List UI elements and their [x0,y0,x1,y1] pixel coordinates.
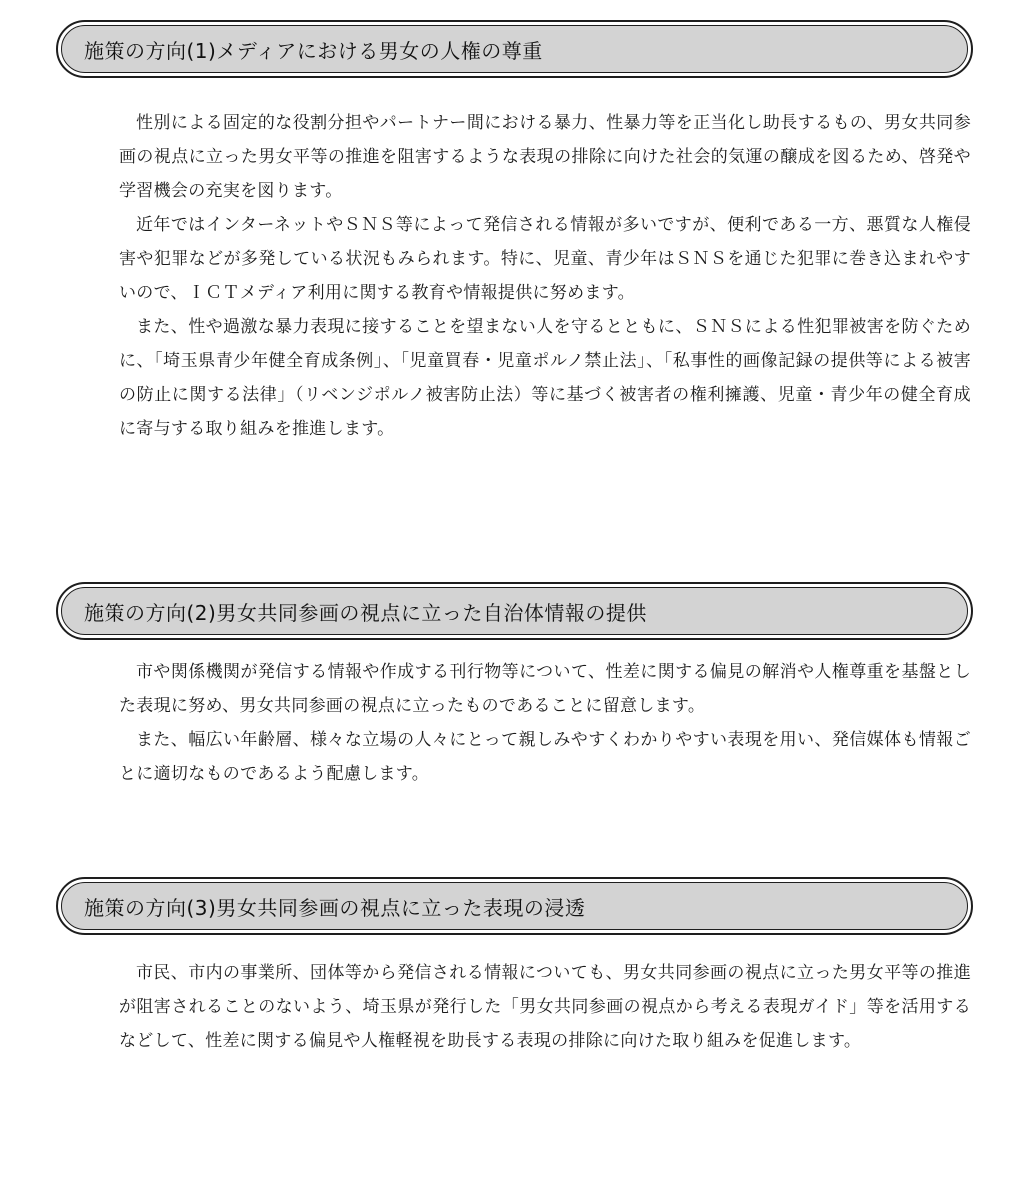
section-heading: 施策の方向(2)男女共同参画の視点に立った自治体情報の提供 [84,600,647,625]
paragraph: 市民、市内の事業所、団体等から発信される情報についても、男女共同参画の視点に立った男女平等の推進が阻害されることのないよう、埼玉県が発行した「男女共同参画の視点から考える表現ガイド」等を活用するなどして、性差に関する偏見や人権軽視を助長する表現の排除に向けた取り組みを促進します。 [119,963,971,1051]
section-body [119,106,971,446]
section-heading-band [61,587,968,635]
paragraph: また、幅広い年齢層、様々な立場の人々にとって親しみやすくわかりやすい表現を用い、発信媒体も情報ごとに適切なものであるよう配慮します。 [119,730,971,784]
section-2 [0,582,1033,791]
section-heading-frame [56,877,973,935]
section-heading-band [61,882,968,930]
paragraph: 市や関係機関が発信する情報や作成する刊行物等について、性差に関する偏見の解消や人権尊重を基盤とした表現に努め、男女共同参画の視点に立ったものであることに留意します。 [119,662,971,716]
section-3 [0,877,1033,1058]
section-body [119,655,971,791]
section-heading-band [61,25,968,73]
section-1 [0,20,1033,446]
paragraph: また、性や過激な暴力表現に接することを望まない人を守るとともに、ＳＮＳによる性犯罪被害を防ぐために、「埼玉県青少年健全育成条例」、「児童買春・児童ポルノ禁止法」、「私事性的画像記録の提供等による被害の防止に関する法律」（リベンジポルノ被害防止法）等に基づく被害者の権利擁護、児童・青少年の健全育成に寄与する取り組みを推進します。 [119,317,971,439]
paragraph: 性別による固定的な役割分担やパートナー間における暴力、性暴力等を正当化し助長するもの、男女共同参画の視点に立った男女平等の推進を阻害するような表現の排除に向けた社会的気運の醸成を図るため、啓発や学習機会の充実を図ります。 [119,113,971,201]
paragraph: 近年ではインターネットやＳＮＳ等によって発信される情報が多いですが、便利である一方、悪質な人権侵害や犯罪などが多発している状況もみられます。特に、児童、青少年はＳＮＳを通じた犯罪に巻き込まれやすいので、ＩＣＴメディア利用に関する教育や情報提供に努めます。 [119,215,971,303]
section-body [119,956,971,1058]
section-heading-frame [56,20,973,78]
section-heading-frame [56,582,973,640]
section-heading: 施策の方向(3)男女共同参画の視点に立った表現の浸透 [84,895,586,920]
section-heading: 施策の方向(1)メディアにおける男女の人権の尊重 [84,38,543,63]
